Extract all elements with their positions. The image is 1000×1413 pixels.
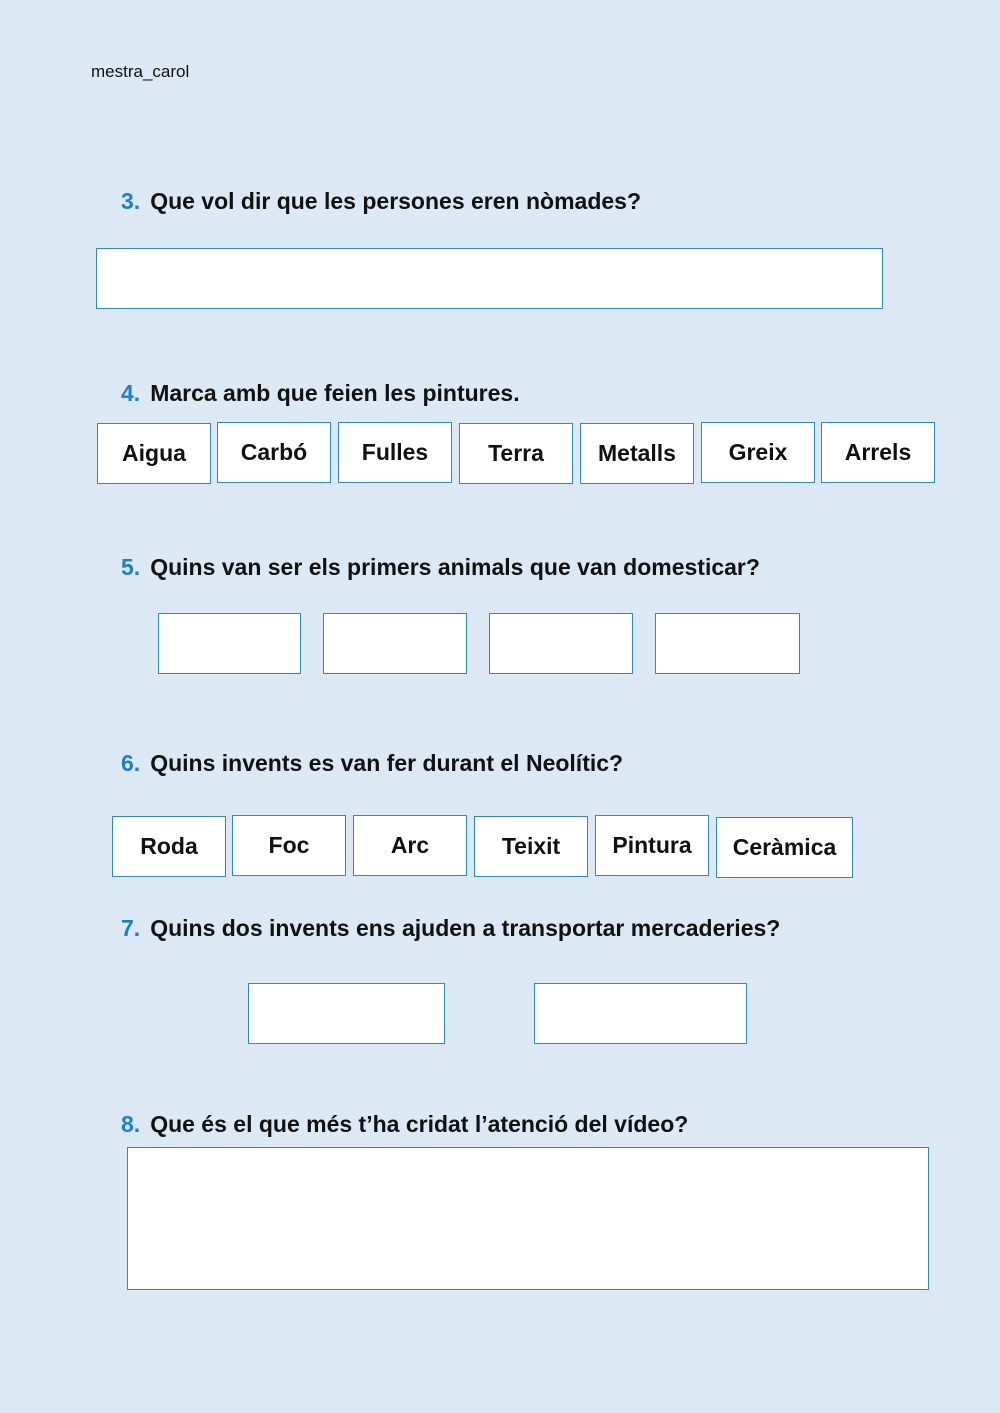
question-6-text: Quins invents es van fer durant el Neolític? — [150, 750, 624, 776]
option-arc[interactable]: Arc — [353, 815, 467, 876]
question-7 — [121, 915, 780, 942]
question-8 — [121, 1111, 688, 1138]
question-3-text: Que vol dir que les persones eren nòmades? — [150, 188, 642, 214]
answer-box-q5-2[interactable] — [323, 613, 467, 674]
option-pintura[interactable]: Pintura — [595, 815, 709, 876]
question-8-number: 8. — [121, 1111, 141, 1137]
option-aigua[interactable]: Aigua — [97, 423, 211, 484]
option-ceramica[interactable]: Ceràmica — [716, 817, 853, 878]
answer-box-q5-4[interactable] — [655, 613, 800, 674]
answer-box-q7-2[interactable] — [534, 983, 747, 1044]
question-6-number: 6. — [121, 750, 141, 776]
question-5-text: Quins van ser els primers animals que van domesticar? — [150, 554, 760, 580]
question-8-text: Que és el que més t’ha cridat l’atenció del vídeo? — [150, 1111, 689, 1137]
option-metalls[interactable]: Metalls — [580, 423, 694, 484]
question-6 — [121, 750, 623, 777]
answer-box-q3[interactable] — [96, 248, 883, 309]
option-terra[interactable]: Terra — [459, 423, 573, 484]
question-4 — [121, 380, 520, 407]
question-3 — [121, 188, 641, 215]
answer-box-q8[interactable] — [127, 1147, 929, 1290]
question-4-number: 4. — [121, 380, 141, 406]
answer-box-q7-1[interactable] — [248, 983, 445, 1044]
option-greix[interactable]: Greix — [701, 422, 815, 483]
question-3-number: 3. — [121, 188, 141, 214]
question-5-number: 5. — [121, 554, 141, 580]
option-roda[interactable]: Roda — [112, 816, 226, 877]
question-5 — [121, 554, 760, 581]
author-label: mestra_carol — [91, 62, 190, 81]
option-arrels[interactable]: Arrels — [821, 422, 935, 483]
question-4-text: Marca amb que feien les pintures. — [150, 380, 520, 406]
option-fulles[interactable]: Fulles — [338, 422, 452, 483]
answer-box-q5-3[interactable] — [489, 613, 633, 674]
question-7-text: Quins dos invents ens ajuden a transportar mercaderies? — [150, 915, 781, 941]
option-carbo[interactable]: Carbó — [217, 422, 331, 483]
option-foc[interactable]: Foc — [232, 815, 346, 876]
option-teixit[interactable]: Teixit — [474, 816, 588, 877]
answer-box-q5-1[interactable] — [158, 613, 301, 674]
question-7-number: 7. — [121, 915, 141, 941]
